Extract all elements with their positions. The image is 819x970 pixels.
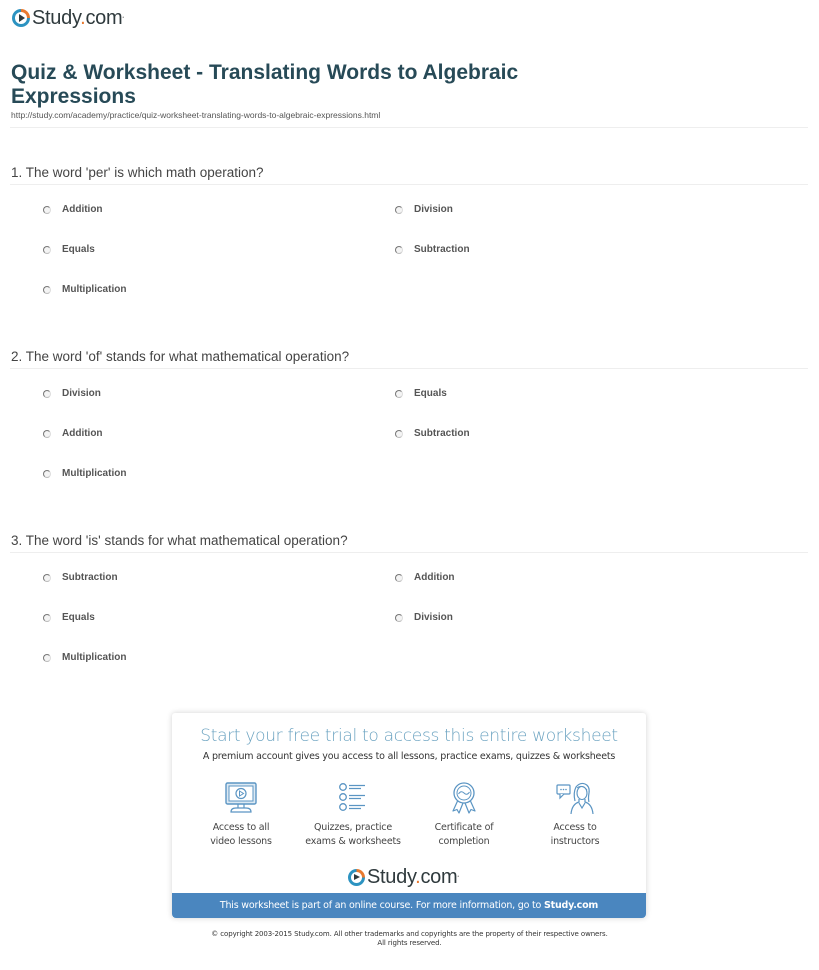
feature-label: Access to all video lessons — [210, 822, 272, 847]
q2-option-subtraction[interactable]: Subtraction — [395, 428, 470, 439]
study-link[interactable]: Study.com — [544, 900, 599, 911]
feature-certificate — [409, 781, 519, 849]
q3-option-multiplication[interactable]: Multiplication — [43, 652, 126, 663]
radio-button[interactable] — [43, 574, 51, 582]
divider — [10, 368, 808, 369]
feature-video-lessons — [186, 781, 296, 849]
q1-option-equals[interactable]: Equals — [43, 244, 95, 255]
feature-label: Certificate of completion — [434, 822, 494, 847]
radio-button[interactable] — [395, 574, 403, 582]
quiz-list-icon — [335, 781, 371, 815]
feature-instructors — [520, 781, 630, 849]
radio-button[interactable] — [395, 614, 403, 622]
question-1: 1. The word 'per' is which math operation? — [11, 165, 264, 180]
radio-button[interactable] — [43, 390, 51, 398]
radio-button[interactable] — [43, 246, 51, 254]
feature-label: Quizzes, practice exams & worksheets — [305, 822, 401, 847]
radio-button[interactable] — [395, 390, 403, 398]
radio-button[interactable] — [43, 286, 51, 294]
question-2: 2. The word 'of' stands for what mathematical operation? — [11, 349, 350, 364]
study-logo[interactable] — [12, 7, 124, 29]
divider — [10, 184, 808, 185]
instructor-icon — [555, 781, 595, 815]
feature-label: Access to instructors — [550, 822, 600, 847]
q3-option-division[interactable]: Division — [395, 612, 453, 623]
radio-button[interactable] — [395, 430, 403, 438]
trial-subheading: A premium account gives you access to all lessons, practice exams, quizzes & worksheets — [202, 751, 616, 762]
radio-button[interactable] — [395, 246, 403, 254]
page-url[interactable]: http://study.com/academy/practice/quiz-worksheet-translating-words-to-algebraic-expressions.html — [11, 110, 381, 120]
radio-button[interactable] — [43, 614, 51, 622]
page-title: Quiz & Worksheet - Translating Words to Algebraic Expressions — [11, 61, 519, 108]
q3-option-subtraction[interactable]: Subtraction — [43, 572, 118, 583]
free-trial-panel — [172, 713, 646, 918]
divider — [10, 552, 808, 553]
question-3: 3. The word 'is' stands for what mathematical operation? — [11, 533, 348, 548]
logo-wordmark: Study.com• — [32, 7, 124, 29]
trial-heading[interactable]: Start your free trial to access this entire worksheet — [200, 726, 618, 746]
course-info-banner: This worksheet is part of an online course. For more information, go to Study.com — [172, 893, 646, 918]
play-logo-icon — [12, 9, 30, 27]
q3-option-addition[interactable]: Addition — [395, 572, 455, 583]
video-lesson-icon — [223, 781, 259, 815]
copyright-notice: © copyright 2003-2015 Study.com. All other trademarks and copyrights are the property of their respective owners. All rights reserved. — [211, 930, 608, 947]
q2-option-equals[interactable]: Equals — [395, 388, 447, 399]
q3-option-equals[interactable]: Equals — [43, 612, 95, 623]
feature-quizzes — [298, 781, 408, 849]
q2-option-addition[interactable]: Addition — [43, 428, 103, 439]
radio-button[interactable] — [395, 206, 403, 214]
divider — [10, 127, 808, 128]
logo-wordmark: Study.com• — [367, 866, 459, 888]
radio-button[interactable] — [43, 654, 51, 662]
radio-button[interactable] — [43, 470, 51, 478]
play-logo-icon — [348, 869, 365, 886]
q1-option-division[interactable]: Division — [395, 204, 453, 215]
certificate-icon — [446, 781, 482, 815]
q1-option-addition[interactable]: Addition — [43, 204, 103, 215]
radio-button[interactable] — [43, 206, 51, 214]
study-logo-footer[interactable] — [348, 866, 459, 888]
q1-option-subtraction[interactable]: Subtraction — [395, 244, 470, 255]
q2-option-division[interactable]: Division — [43, 388, 101, 399]
radio-button[interactable] — [43, 430, 51, 438]
q1-option-multiplication[interactable]: Multiplication — [43, 284, 126, 295]
q2-option-multiplication[interactable]: Multiplication — [43, 468, 126, 479]
